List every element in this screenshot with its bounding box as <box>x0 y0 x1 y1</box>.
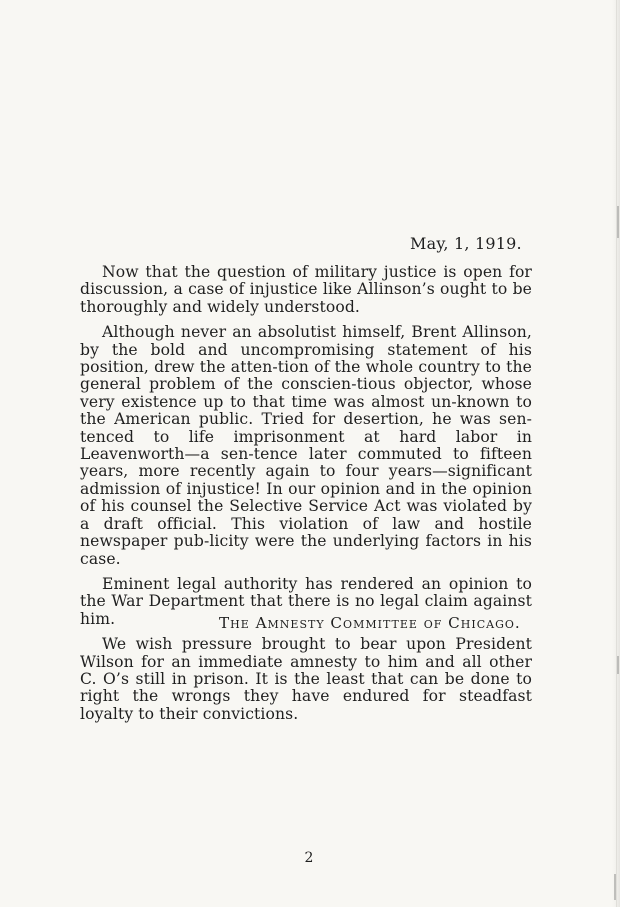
document-body <box>80 264 532 723</box>
paper-edge-shadow <box>616 0 617 907</box>
paragraph-3: Eminent legal authority has rendered an opinion to the War Department that there is no legal claim against him. <box>80 574 532 628</box>
paragraph-1: Now that the question of military justice is open for discussion, a case of injustice like Allinson’s ought to be thoroughly and widely understood. <box>80 263 532 316</box>
page-number: 2 <box>304 850 314 866</box>
paper-wear-mark <box>617 206 619 238</box>
signature: The Amnesty Committee of Chicago. <box>219 614 521 632</box>
paper-wear-mark <box>617 656 619 674</box>
document-date: May, 1, 1919. <box>410 234 522 253</box>
paragraph-2: Although never an absolutist himself, Brent Allinson, by the bold and uncompromising statement of his position, drew the atten-tion of the whole country to the general problem of the conscien-tious objector, whose very existence up to that time was almost un-known to the American public. Tried for desertion, he was sen-tenced to life imprisonment at hard labor in Leavenworth—a sen-tence later commuted to fifteen years, more recently again to four years—significant admission of injustice! In our opinion and in the opinion of his counsel the Selective Service Act was violated by a draft official. This violation of law and hostile newspaper pub-licity were the underlying factors in his case. <box>80 323 532 568</box>
paper-wear-mark <box>614 874 616 900</box>
paragraph-4: We wish pressure brought to bear upon President Wilson for an immediate amnesty to him and all other C. O’s still in prison. It is the least that can be done to right the wrongs they have endured for steadfast loyalty to their convictions. <box>80 635 532 723</box>
